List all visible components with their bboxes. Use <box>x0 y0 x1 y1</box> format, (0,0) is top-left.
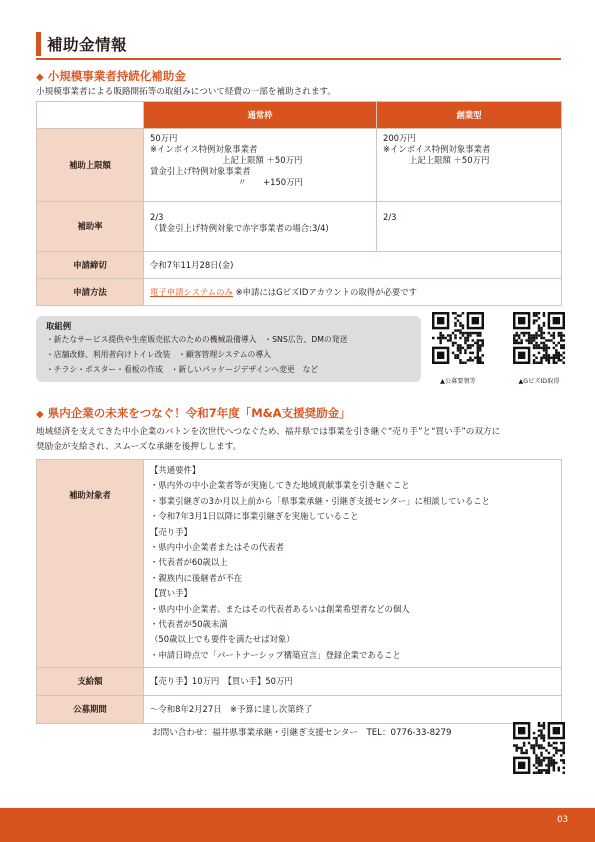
limit-startup-line: 上記上限額 ＋50万円 <box>409 155 490 165</box>
incentive-table <box>36 459 562 724</box>
limit-regular-line: ※インボイス特例対象事業者 <box>150 144 258 154</box>
qr-pattern <box>432 312 484 364</box>
footer-bar <box>0 808 595 842</box>
page-title: 補助金情報 <box>47 36 128 54</box>
limit-startup-line: ※インボイス特例対象事業者 <box>383 144 491 154</box>
amount-value: 【売り手】10万円 【買い手】50万円 <box>144 668 562 696</box>
table-corner <box>37 102 144 129</box>
limit-startup-line: 200万円 <box>383 133 416 143</box>
e-application-link[interactable]: 電子申請システムのみ <box>150 286 233 297</box>
rate-regular-line: 2/3 <box>150 212 164 222</box>
section2-description-line: 奨励金が支給され、スムーズな承継を後押しします。 <box>36 441 242 452</box>
diamond-icon: ◆ <box>36 409 44 420</box>
qr-pattern <box>513 312 565 364</box>
limit-regular <box>144 129 377 202</box>
period-value: ～令和8年2月27日 ※予算に達し次第終了 <box>144 696 562 724</box>
section2-heading <box>36 405 351 421</box>
qr-code-contact[interactable] <box>513 722 565 774</box>
limit-startup <box>377 129 562 202</box>
eligible-line: ・代表者が50歳未満 <box>150 619 228 630</box>
limit-regular-line: 50万円 <box>150 133 178 143</box>
subsidy-table <box>36 101 562 306</box>
rate-startup <box>377 202 562 252</box>
method-note: ※申請にはGビズIDアカウントの取得が必要です <box>235 286 418 297</box>
contact-info: お問い合わせ：福井県事業承継・引継ぎ支援センター TEL：0776-33-8279 <box>152 728 452 738</box>
section2-heading-text: 県内企業の未来をつなぐ！令和7年度「M&A支援奨励金」 <box>47 406 351 420</box>
qr-code-guidelines[interactable] <box>432 312 484 364</box>
title-rule <box>36 58 561 60</box>
section1-heading-text: 小規模事業者持続化補助金 <box>47 69 186 83</box>
eligible-line: 【買い手】 <box>150 588 192 599</box>
limit-regular-line: 賃金引上げ特例対象事業者 <box>150 166 251 176</box>
col-header-startup: 創業型 <box>377 102 562 129</box>
eligible-line: ・申請日時点で「パートナーシップ構築宣言」登録企業であること <box>150 649 401 660</box>
row-label-eligible: 補助対象者 <box>37 460 144 668</box>
section1-description: 小規模事業者による販路開拓等の取組みについて経費の一部を補助されます。 <box>36 87 336 97</box>
section2-description-line: 地域経済を支えてきた中小企業のバトンを次世代へつなぐため、福井県では事業を引き継ぐ“売り手”と“買い手”の双方に <box>36 427 501 437</box>
rate-regular-line: （賃金引上げ特例対象で赤字事業者の場合:3/4) <box>150 223 329 233</box>
rate-startup-line: 2/3 <box>383 212 397 222</box>
eligible-line: 【売り手】 <box>150 526 192 537</box>
eligible-line: ・親族内に後継者が不在 <box>150 572 243 583</box>
qr-caption-gbizid: ▲GビズID取得 <box>518 378 560 385</box>
eligible-line: ・令和7年3月1日以降に事業引継ぎを実施していること <box>150 511 359 522</box>
row-label-deadline: 申請締切 <box>37 252 144 279</box>
example-line: ・新たなサービス提供や生産販売拡大のための機械設備導入 ・SNS広告、DMの発送 <box>46 335 348 344</box>
title-accent-bar <box>36 32 41 56</box>
eligible-line: （50歳以上でも要件を満たせば対象） <box>150 634 295 645</box>
examples-title: 取組例 <box>46 321 72 331</box>
section1-heading <box>36 68 186 84</box>
eligible-line: ・県内中小企業者またはその代表者 <box>150 542 284 553</box>
qr-caption-guidelines: ▲公募要領等 <box>440 378 476 385</box>
diamond-icon: ◆ <box>36 72 44 83</box>
row-label-method: 申請方法 <box>37 279 144 306</box>
example-line: ・店舗改修、利用者向けトイレ改装 ・顧客管理システムの導入 <box>46 350 271 359</box>
eligible-line: ・事業引継ぎの3か月以上前から「県事業承継・引継ぎ支援センター」に相談していること <box>150 495 490 506</box>
row-label-limit: 補助上限額 <box>37 129 144 202</box>
limit-regular-line: 上記上限額 ＋50万円 <box>222 155 303 165</box>
eligible-value <box>144 460 562 668</box>
eligible-line: ・県内外の中小企業者等が実施してきた地域貢献事業を引き継ぐこと <box>150 480 410 491</box>
eligible-line: ・県内中小企業者、またはその代表者あるいは創業希望者などの個人 <box>150 603 410 614</box>
row-label-rate: 補助率 <box>37 202 144 252</box>
method-value <box>144 279 562 306</box>
limit-regular-line: 〃 +150万円 <box>238 177 303 187</box>
example-line: ・チラシ・ポスター・看板の作成 ・新しいパッケージデザインへ変更 など <box>46 365 319 374</box>
rate-regular <box>144 202 377 252</box>
section2-description <box>36 425 500 454</box>
row-label-amount: 支給額 <box>37 668 144 696</box>
qr-pattern <box>513 722 565 774</box>
eligible-line: ・代表者が60歳以上 <box>150 557 228 568</box>
col-header-regular: 通常枠 <box>144 102 377 129</box>
page-number: 03 <box>557 815 568 825</box>
row-label-period: 公募期間 <box>37 696 144 724</box>
eligible-line: 【共通要件】 <box>150 465 201 475</box>
deadline-value: 令和7年11月28日(金) <box>144 252 562 279</box>
qr-code-gbizid[interactable] <box>513 312 565 364</box>
